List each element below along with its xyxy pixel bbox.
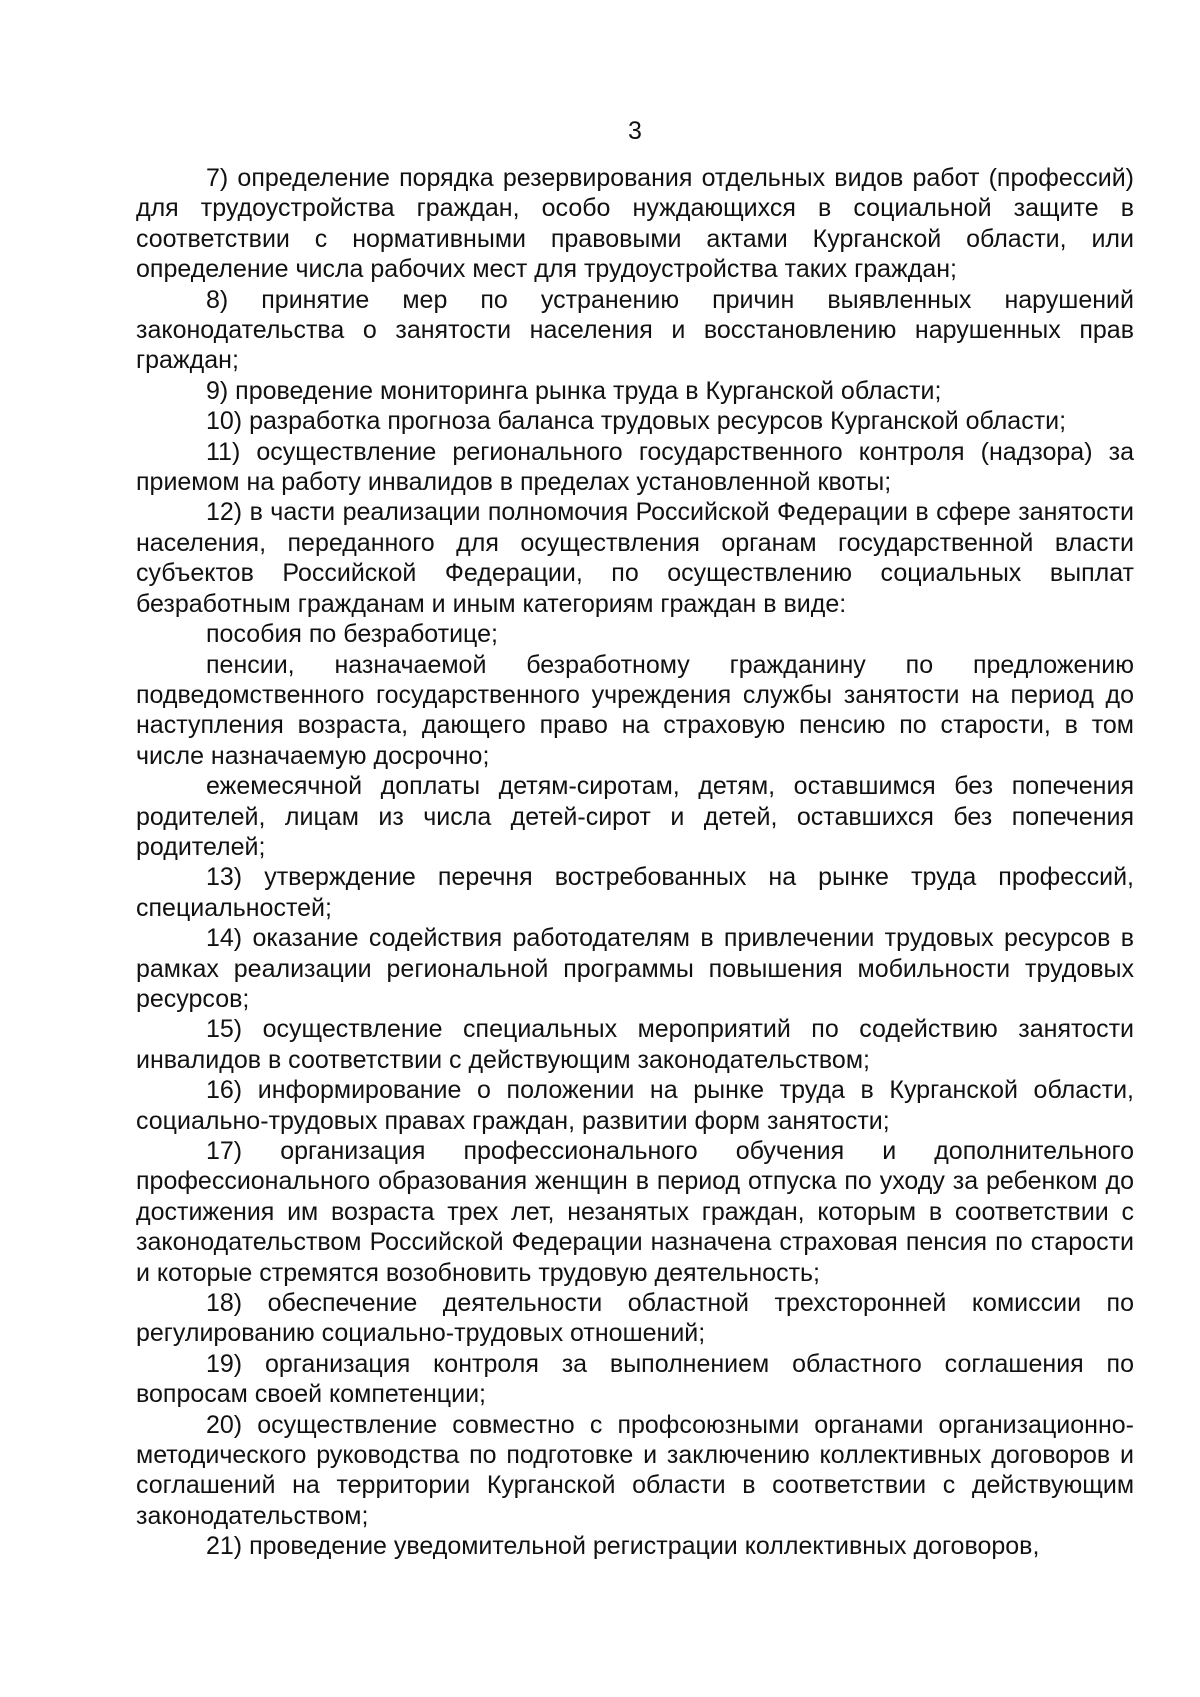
paragraph-item-7: 7) определение порядка резервирования отдельных видов работ (профессий) для трудоустройства граждан, особо нуждающихся в социальной защите в соответствии с нормативными правовыми актами Курганской области, или определение числа рабочих мест для трудоустройства таких граждан;	[136, 164, 1134, 284]
paragraph-item-10: 10) разработка прогноза баланса трудовых ресурсов Курганской области;	[206, 407, 1067, 436]
paragraph-item-21: 21) проведение уведомительной регистрации коллективных договоров,	[206, 1532, 1040, 1561]
paragraph-item-13: 13) утверждение перечня востребованных на рынке труда профессий, специальностей;	[136, 863, 1134, 922]
paragraph-item-11: 11) осуществление регионального государственного контроля (надзора) за приемом на работу инвалидов в пределах установленной квоты;	[136, 437, 1134, 497]
body-text	[136, 163, 1134, 1562]
paragraph-subitem-orphan-supplement: ежемесячной доплаты детям-сиротам, детям, оставшимся без попечения родителей, лицам из числа детей-сирот и детей, оставшихся без попечения родителей;	[136, 772, 1134, 861]
paragraph-item-9: 9) проведение мониторинга рынка труда в Курганской области;	[206, 376, 942, 405]
paragraph-item-17: 17) организация профессионального обучения и дополнительного профессионального образования женщин в период отпуска по уходу за ребенком до достижения им возраста трех лет, незанятых граждан, которым в соответствии с законодательством Российской Федерации назначена страховая пенсия по старости и которые стремятся возобновить трудовую деятельность;	[136, 1137, 1134, 1287]
paragraph-subitem-unemployment-benefit: пособия по безработице;	[206, 620, 498, 649]
paragraph-item-14: 14) оказание содействия работодателям в привлечении трудовых ресурсов в рамках реализации региональной программы повышения мобильности трудовых ресурсов;	[136, 924, 1134, 1013]
paragraph-item-18: 18) обеспечение деятельности областной трехсторонней комиссии по регулированию социально-трудовых отношений;	[136, 1289, 1134, 1348]
paragraph-item-8: 8) принятие мер по устранению причин выявленных нарушений законодательства о занятости населения и восстановлению нарушенных прав граждан;	[136, 285, 1134, 375]
paragraph-item-20: 20) осуществление совместно с профсоюзными органами организационно-методического руководства по подготовке и заключению коллективных договоров и соглашений на территории Курганской области в соответствии с действующим законодательством;	[136, 1410, 1134, 1530]
paragraph-subitem-pension: пенсии, назначаемой безработному гражданину по предложению подведомственного государственного учреждения службы занятости на период до наступления возраста, дающего право на страховую пенсию по старости, в том числе назначаемую досрочно;	[136, 650, 1134, 770]
paragraph-item-12: 12) в части реализации полномочия Российской Федерации в сфере занятости населения, переданного для осуществления органам государственной власти субъектов Российской Федерации, по осуществлению социальных выплат безработным гражданам и иным категориям граждан в виде:	[136, 498, 1134, 618]
page-number: 3	[628, 117, 642, 145]
paragraph-item-15: 15) осуществление специальных мероприятий по содействию занятости инвалидов в соответствии с действующим законодательством;	[136, 1015, 1134, 1074]
paragraph-item-16: 16) информирование о положении на рынке труда в Курганской области, социально-трудовых правах граждан, развитии форм занятости;	[136, 1076, 1134, 1135]
paragraph-item-19: 19) организация контроля за выполнением областного соглашения по вопросам своей компетенции;	[136, 1349, 1134, 1409]
